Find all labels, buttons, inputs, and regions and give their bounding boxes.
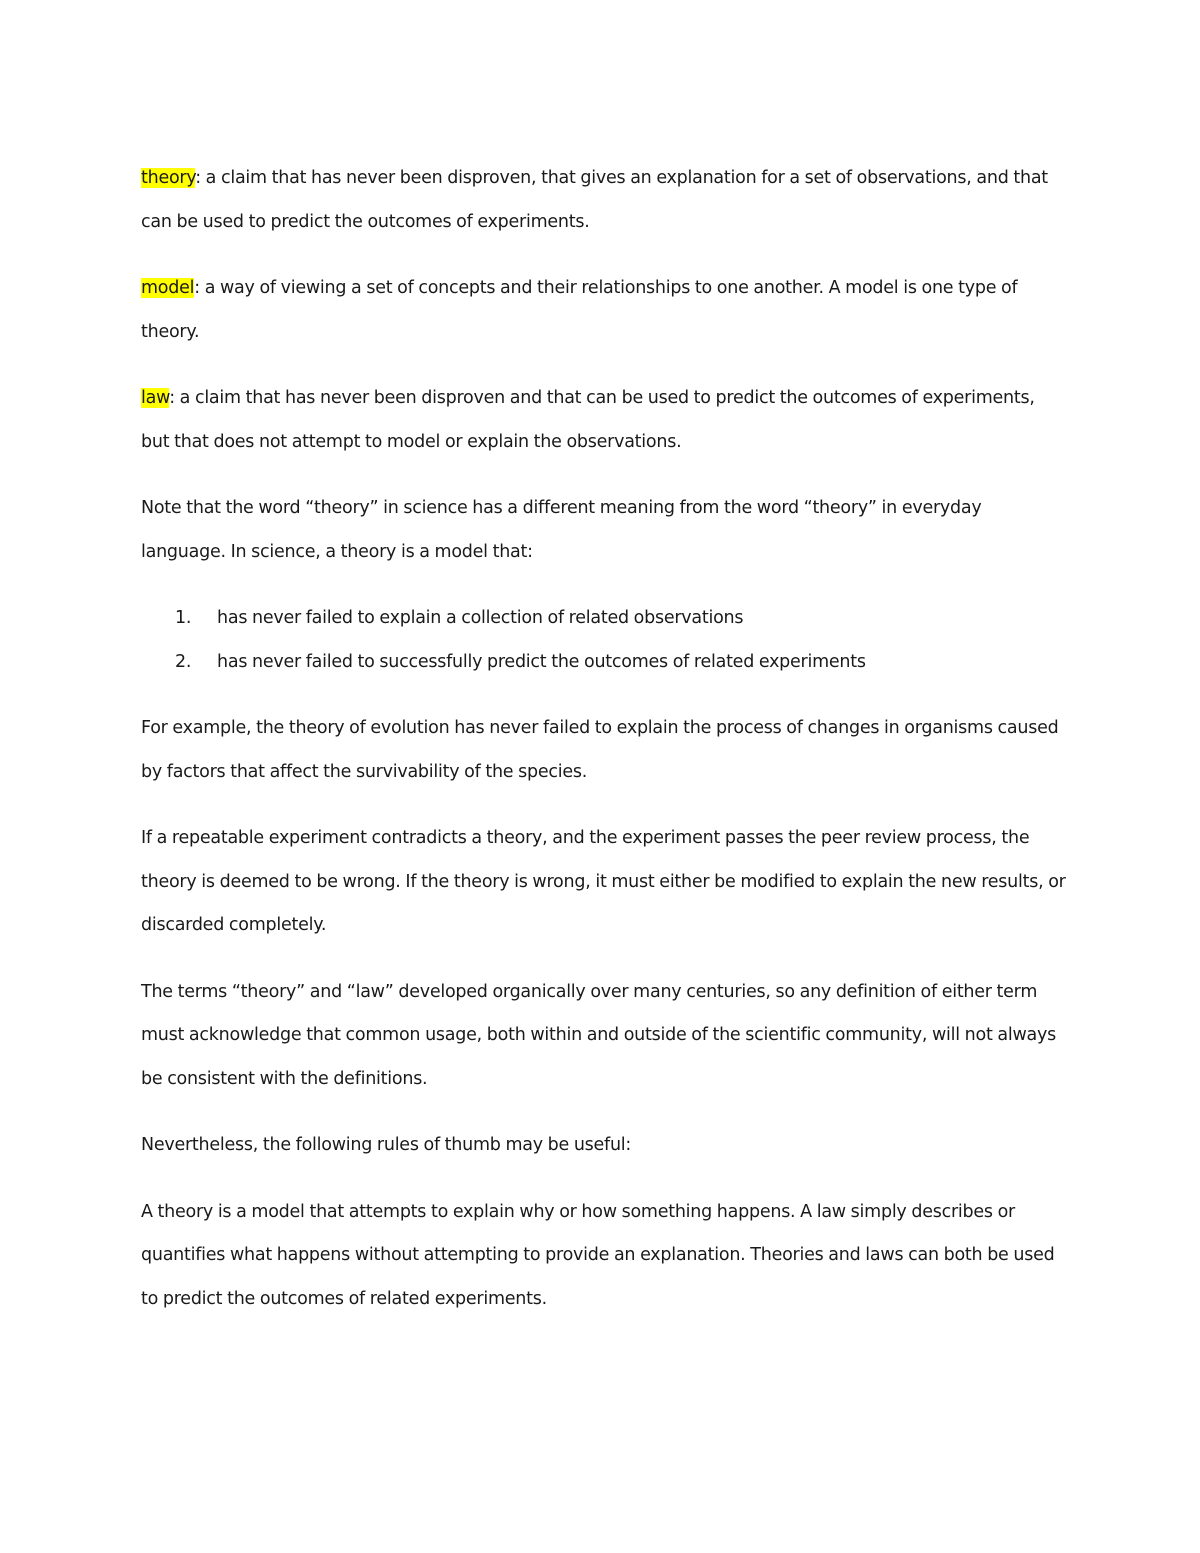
definition-law-text: : a claim that has never been disproven and that can be used to predict the outcomes of experiments, but that does not attempt to model or explain the observations.: [141, 388, 1035, 452]
paragraph-theory-vs-law: A theory is a model that attempts to explain why or how something happens. A law simply describes or quantifies what happens without attempting to provide an explanation. Theories and laws can both be used to predict the outcomes of related experiments.: [141, 1201, 1055, 1309]
criteria-list: [141, 597, 1066, 684]
definition-model-text: : a way of viewing a set of concepts and their relationships to one another. A model is one type of theory.: [141, 278, 1018, 342]
term-law-highlight: law: [141, 388, 170, 408]
paragraph-terms-usage: The terms “theory” and “law” developed organically over many centuries, so any definition of either term must acknowledge that common usage, both within and outside of the scientific community, will not always be consistent with the definitions.: [141, 981, 1056, 1089]
list-item: [141, 597, 1066, 641]
definition-theory-text: : a claim that has never been disproven, that gives an explanation for a set of observations, and that can be used to predict the outcomes of experiments.: [141, 168, 1048, 232]
term-theory-highlight: theory: [141, 168, 196, 188]
list-item-number: 2.: [175, 651, 192, 672]
definition-theory: [141, 157, 1066, 244]
note-paragraph: Note that the word “theory” in science has a different meaning from the word “theory” in everyday language. In science, a theory is a model that:: [141, 498, 982, 562]
paragraph-evolution-example: For example, the theory of evolution has never failed to explain the process of changes in organisms caused by factors that affect the survivability of the species.: [141, 718, 1059, 782]
paragraph-repeatable-experiment: If a repeatable experiment contradicts a theory, and the experiment passes the peer review process, the theory is deemed to be wrong. If the theory is wrong, it must either be modified to explain the new results, or discarded completely.: [141, 828, 1066, 935]
document-page: [141, 157, 1066, 1344]
definition-law: [141, 377, 1066, 464]
paragraph-rules-of-thumb: Nevertheless, the following rules of thumb may be useful:: [141, 1135, 632, 1155]
list-item: [141, 641, 1066, 685]
list-item-number: 1.: [175, 608, 192, 628]
definition-model: [141, 267, 1066, 354]
list-item-text: has never failed to explain a collection of related observations: [217, 608, 744, 628]
list-item-text: has never failed to successfully predict the outcomes of related experiments: [217, 651, 866, 672]
term-model-highlight: model: [141, 278, 195, 298]
